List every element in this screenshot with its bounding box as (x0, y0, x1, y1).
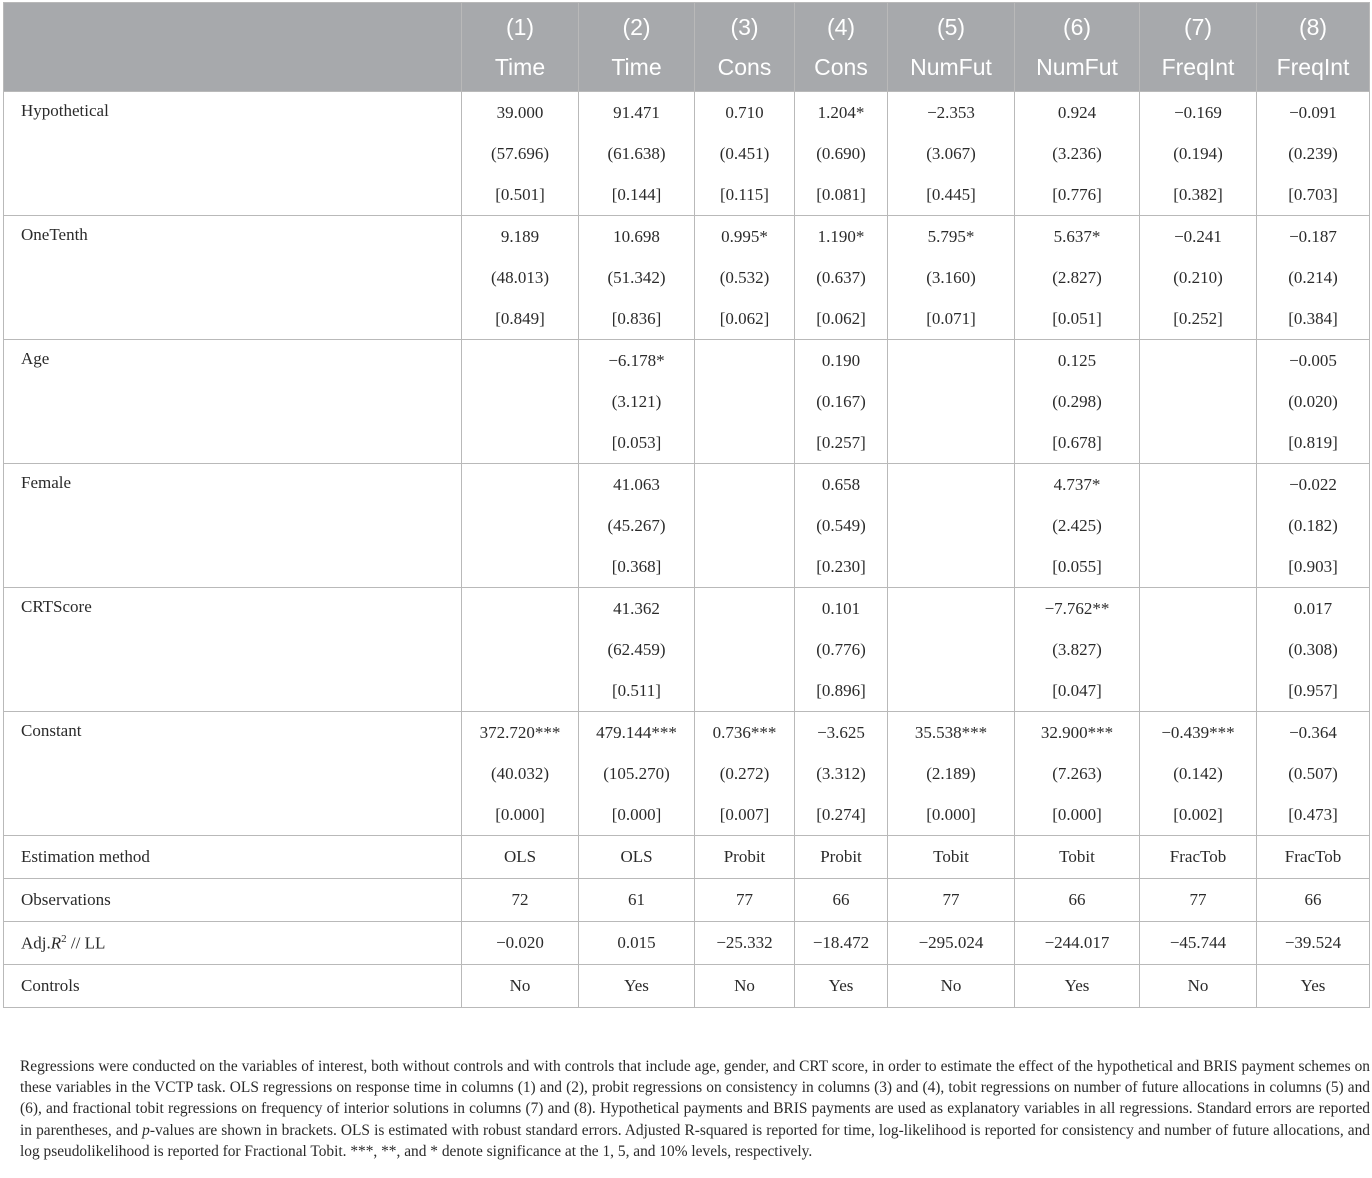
regression-table (3, 2, 1370, 1008)
column-number: (2) (622, 14, 651, 40)
coefficient-cell: 10.698 (579, 216, 695, 258)
coefficient-cell: −7.762** (1015, 588, 1140, 630)
p-value-cell: [0.115] (695, 174, 795, 216)
coefficient-cell: −0.439*** (1140, 712, 1257, 754)
standard-error-cell (1140, 505, 1257, 546)
table-footnote (20, 1056, 1370, 1162)
summary-value-cell: −295.024 (888, 922, 1015, 965)
summary-value-cell: −25.332 (695, 922, 795, 965)
coefficient-cell: 5.637* (1015, 216, 1140, 258)
variable-label: Age (4, 340, 462, 464)
summary-row (4, 922, 1370, 965)
column-number: (4) (826, 14, 856, 40)
summary-label-r: R (50, 933, 62, 953)
coefficient-cell: 0.101 (795, 588, 888, 630)
summary-value-cell: No (462, 965, 579, 1008)
p-value-cell: [0.230] (795, 546, 888, 588)
table-row (4, 216, 1370, 258)
coefficient-cell: 0.710 (695, 92, 795, 134)
summary-value-cell: No (1140, 965, 1257, 1008)
summary-value-cell: −244.017 (1015, 922, 1140, 965)
standard-error-cell: (105.270) (579, 753, 695, 794)
column-header (795, 3, 888, 92)
standard-error-cell: (0.272) (695, 753, 795, 794)
variable-label: Hypothetical (4, 92, 462, 216)
column-dependent-variable: Time (494, 54, 546, 80)
column-number: (6) (1062, 14, 1092, 40)
summary-value-cell: OLS (579, 836, 695, 879)
column-header (1140, 3, 1257, 92)
p-value-cell: [0.000] (1015, 794, 1140, 836)
column-number: (1) (505, 14, 535, 40)
standard-error-cell: (0.020) (1257, 381, 1370, 422)
standard-error-cell: (0.532) (695, 257, 795, 298)
summary-label (4, 922, 462, 965)
coefficient-cell (462, 588, 579, 630)
column-dependent-variable: NumFut (910, 54, 992, 80)
summary-label-sup: 2 (61, 932, 67, 945)
table-row (4, 588, 1370, 630)
coefficient-cell: 1.204* (795, 92, 888, 134)
p-value-cell (462, 422, 579, 464)
standard-error-cell: (7.263) (1015, 753, 1140, 794)
column-dependent-variable: FreqInt (1276, 54, 1350, 80)
summary-value-cell: FracTob (1257, 836, 1370, 879)
footnote-p-italic: p (142, 1121, 150, 1139)
column-header (695, 3, 795, 92)
coefficient-cell: 0.736*** (695, 712, 795, 754)
column-header (462, 3, 579, 92)
p-value-cell: [0.047] (1015, 670, 1140, 712)
summary-value-cell: 77 (1140, 879, 1257, 922)
summary-value-cell: OLS (462, 836, 579, 879)
coefficient-cell: −2.353 (888, 92, 1015, 134)
standard-error-cell: (0.451) (695, 133, 795, 174)
coefficient-cell: 0.658 (795, 464, 888, 506)
standard-error-cell (695, 629, 795, 670)
standard-error-cell: (3.067) (888, 133, 1015, 174)
standard-error-cell: (0.194) (1140, 133, 1257, 174)
standard-error-cell: (3.827) (1015, 629, 1140, 670)
coefficient-cell: 39.000 (462, 92, 579, 134)
column-dependent-variable: FreqInt (1161, 54, 1235, 80)
table-row (4, 340, 1370, 382)
p-value-cell: [0.382] (1140, 174, 1257, 216)
summary-value-cell: Yes (579, 965, 695, 1008)
summary-label: Observations (4, 879, 462, 922)
summary-value-cell: 66 (1015, 879, 1140, 922)
p-value-cell (1140, 546, 1257, 588)
coefficient-cell (888, 340, 1015, 382)
standard-error-cell: (3.236) (1015, 133, 1140, 174)
p-value-cell: [0.836] (579, 298, 695, 340)
standard-error-cell (462, 381, 579, 422)
p-value-cell: [0.703] (1257, 174, 1370, 216)
coefficient-cell: 32.900*** (1015, 712, 1140, 754)
p-value-cell (695, 422, 795, 464)
summary-label-prefix: Adj. (21, 933, 51, 953)
p-value-cell: [0.062] (795, 298, 888, 340)
standard-error-cell: (61.638) (579, 133, 695, 174)
summary-value-cell: −39.524 (1257, 922, 1370, 965)
p-value-cell: [0.903] (1257, 546, 1370, 588)
coefficient-cell (1140, 340, 1257, 382)
header-corner (4, 3, 462, 92)
coefficient-cell: 0.125 (1015, 340, 1140, 382)
coefficient-cell: −0.364 (1257, 712, 1370, 754)
summary-value-cell: FracTob (1140, 836, 1257, 879)
summary-value-cell: Probit (695, 836, 795, 879)
standard-error-cell: (0.210) (1140, 257, 1257, 298)
summary-label-suffix: // LL (66, 933, 106, 953)
coefficient-cell (888, 464, 1015, 506)
coefficient-cell: −3.625 (795, 712, 888, 754)
summary-value-cell: Yes (1257, 965, 1370, 1008)
p-value-cell: [0.384] (1257, 298, 1370, 340)
p-value-cell: [0.445] (888, 174, 1015, 216)
coefficient-cell: 0.190 (795, 340, 888, 382)
variable-label: CRTScore (4, 588, 462, 712)
column-number: (7) (1183, 14, 1213, 40)
column-dependent-variable: Time (611, 54, 662, 80)
summary-value-cell: 66 (1257, 879, 1370, 922)
summary-label: Controls (4, 965, 462, 1008)
p-value-cell (888, 670, 1015, 712)
footnote-text-part2: -values are shown in brackets. OLS is estimated with robust standard errors. Adjusted R-squared is reported for time, log-likelihood is reported for consistency and number of future allocations, and log pseudolikelihood is reported for Fractional Tobit. ***, **, and * denote significance at the 1, 5, and 10% levels, respectively. (20, 1121, 1371, 1160)
column-header (579, 3, 695, 92)
coefficient-cell: 4.737* (1015, 464, 1140, 506)
column-dependent-variable: NumFut (1036, 54, 1118, 80)
column-header (1015, 3, 1140, 92)
summary-value-cell: No (888, 965, 1015, 1008)
coefficient-cell: 479.144*** (579, 712, 695, 754)
standard-error-cell: (0.142) (1140, 753, 1257, 794)
column-header (1257, 3, 1370, 92)
standard-error-cell: (0.214) (1257, 257, 1370, 298)
summary-value-cell: −45.744 (1140, 922, 1257, 965)
summary-value-cell: 61 (579, 879, 695, 922)
p-value-cell: [0.081] (795, 174, 888, 216)
variable-label: Female (4, 464, 462, 588)
coefficient-cell: −0.091 (1257, 92, 1370, 134)
summary-row (4, 965, 1370, 1008)
coefficient-cell: 41.063 (579, 464, 695, 506)
p-value-cell (888, 422, 1015, 464)
regression-table-container (3, 2, 1371, 1160)
standard-error-cell: (0.308) (1257, 629, 1370, 670)
p-value-cell: [0.957] (1257, 670, 1370, 712)
summary-label: Estimation method (4, 836, 462, 879)
column-number: (8) (1298, 14, 1328, 40)
summary-value-cell: 77 (695, 879, 795, 922)
variable-label: OneTenth (4, 216, 462, 340)
p-value-cell (462, 670, 579, 712)
p-value-cell: [0.849] (462, 298, 579, 340)
standard-error-cell: (3.312) (795, 753, 888, 794)
coefficient-cell (462, 340, 579, 382)
table-row (4, 464, 1370, 506)
p-value-cell: [0.511] (579, 670, 695, 712)
standard-error-cell: (0.298) (1015, 381, 1140, 422)
standard-error-cell: (57.696) (462, 133, 579, 174)
summary-value-cell: No (695, 965, 795, 1008)
coefficient-cell (695, 588, 795, 630)
summary-row (4, 879, 1370, 922)
coefficient-cell: 9.189 (462, 216, 579, 258)
column-header (888, 3, 1015, 92)
standard-error-cell: (2.189) (888, 753, 1015, 794)
standard-error-cell: (45.267) (579, 505, 695, 546)
standard-error-cell: (0.690) (795, 133, 888, 174)
summary-value-cell: 0.015 (579, 922, 695, 965)
standard-error-cell: (3.121) (579, 381, 695, 422)
summary-value-cell: −18.472 (795, 922, 888, 965)
standard-error-cell (695, 381, 795, 422)
standard-error-cell: (0.637) (795, 257, 888, 298)
standard-error-cell: (48.013) (462, 257, 579, 298)
standard-error-cell: (62.459) (579, 629, 695, 670)
coefficient-cell: 1.190* (795, 216, 888, 258)
summary-value-cell: 77 (888, 879, 1015, 922)
coefficient-cell: 91.471 (579, 92, 695, 134)
summary-value-cell: 72 (462, 879, 579, 922)
p-value-cell: [0.007] (695, 794, 795, 836)
summary-row (4, 836, 1370, 879)
p-value-cell: [0.000] (462, 794, 579, 836)
table-body (4, 92, 1370, 1008)
table-row (4, 92, 1370, 134)
coefficient-cell (695, 340, 795, 382)
p-value-cell: [0.257] (795, 422, 888, 464)
table-row (4, 712, 1370, 754)
standard-error-cell (888, 505, 1015, 546)
summary-value-cell: 66 (795, 879, 888, 922)
p-value-cell (1140, 422, 1257, 464)
standard-error-cell: (40.032) (462, 753, 579, 794)
column-number: (3) (730, 14, 759, 40)
standard-error-cell: (0.167) (795, 381, 888, 422)
p-value-cell: [0.000] (579, 794, 695, 836)
summary-value-cell: Tobit (1015, 836, 1140, 879)
coefficient-cell (1140, 464, 1257, 506)
p-value-cell (888, 546, 1015, 588)
standard-error-cell: (2.425) (1015, 505, 1140, 546)
p-value-cell: [0.053] (579, 422, 695, 464)
standard-error-cell: (0.507) (1257, 753, 1370, 794)
header-row (4, 3, 1370, 92)
summary-value-cell: Yes (1015, 965, 1140, 1008)
variable-label: Constant (4, 712, 462, 836)
coefficient-cell: 0.017 (1257, 588, 1370, 630)
coefficient-cell (695, 464, 795, 506)
standard-error-cell: (0.776) (795, 629, 888, 670)
coefficient-cell: −0.022 (1257, 464, 1370, 506)
standard-error-cell: (0.239) (1257, 133, 1370, 174)
standard-error-cell: (2.827) (1015, 257, 1140, 298)
p-value-cell (695, 670, 795, 712)
p-value-cell: [0.368] (579, 546, 695, 588)
p-value-cell: [0.896] (795, 670, 888, 712)
summary-value-cell: Yes (795, 965, 888, 1008)
standard-error-cell (462, 505, 579, 546)
standard-error-cell: (0.182) (1257, 505, 1370, 546)
column-dependent-variable: Cons (717, 54, 772, 80)
coefficient-cell (462, 464, 579, 506)
coefficient-cell: 35.538*** (888, 712, 1015, 754)
standard-error-cell (1140, 381, 1257, 422)
p-value-cell: [0.002] (1140, 794, 1257, 836)
coefficient-cell: −0.005 (1257, 340, 1370, 382)
coefficient-cell: −0.187 (1257, 216, 1370, 258)
coefficient-cell: 41.362 (579, 588, 695, 630)
summary-value-cell: Probit (795, 836, 888, 879)
footnote-text-part1: Regressions were conducted on the variables of interest, both without controls and with controls that include age, gender, and CRT score, in order to estimate the effect of the hypothetical and BRIS payment schemes on these variables in the VCTP task. OLS regressions on response time in columns (1) and (2), probit regressions on consistency in columns (3) and (4), tobit regressions on number of future allocations in columns (5) and (6), and fractional tobit regressions on frequency of interior solutions in columns (7) and (8). Hypothetical payments and BRIS payments are used as explanatory variables in all regressions. Standard errors are reported in parentheses, and (20, 1058, 1370, 1139)
summary-value-cell: Tobit (888, 836, 1015, 879)
coefficient-cell: 372.720*** (462, 712, 579, 754)
p-value-cell: [0.473] (1257, 794, 1370, 836)
p-value-cell: [0.055] (1015, 546, 1140, 588)
column-number: (5) (936, 14, 966, 40)
standard-error-cell (695, 505, 795, 546)
p-value-cell: [0.501] (462, 174, 579, 216)
coefficient-cell: −0.241 (1140, 216, 1257, 258)
standard-error-cell: (3.160) (888, 257, 1015, 298)
p-value-cell: [0.144] (579, 174, 695, 216)
p-value-cell: [0.252] (1140, 298, 1257, 340)
standard-error-cell (888, 629, 1015, 670)
p-value-cell: [0.062] (695, 298, 795, 340)
p-value-cell: [0.678] (1015, 422, 1140, 464)
p-value-cell: [0.000] (888, 794, 1015, 836)
summary-value-cell: −0.020 (462, 922, 579, 965)
standard-error-cell (888, 381, 1015, 422)
coefficient-cell: −6.178* (579, 340, 695, 382)
coefficient-cell: 5.795* (888, 216, 1015, 258)
p-value-cell (695, 546, 795, 588)
standard-error-cell (462, 629, 579, 670)
coefficient-cell: 0.924 (1015, 92, 1140, 134)
standard-error-cell (1140, 629, 1257, 670)
p-value-cell: [0.819] (1257, 422, 1370, 464)
standard-error-cell: (51.342) (579, 257, 695, 298)
p-value-cell: [0.071] (888, 298, 1015, 340)
coefficient-cell: 0.995* (695, 216, 795, 258)
p-value-cell (1140, 670, 1257, 712)
p-value-cell: [0.274] (795, 794, 888, 836)
p-value-cell: [0.051] (1015, 298, 1140, 340)
coefficient-cell (888, 588, 1015, 630)
coefficient-cell (1140, 588, 1257, 630)
p-value-cell (462, 546, 579, 588)
column-dependent-variable: Cons (814, 54, 868, 80)
p-value-cell: [0.776] (1015, 174, 1140, 216)
standard-error-cell: (0.549) (795, 505, 888, 546)
coefficient-cell: −0.169 (1140, 92, 1257, 134)
